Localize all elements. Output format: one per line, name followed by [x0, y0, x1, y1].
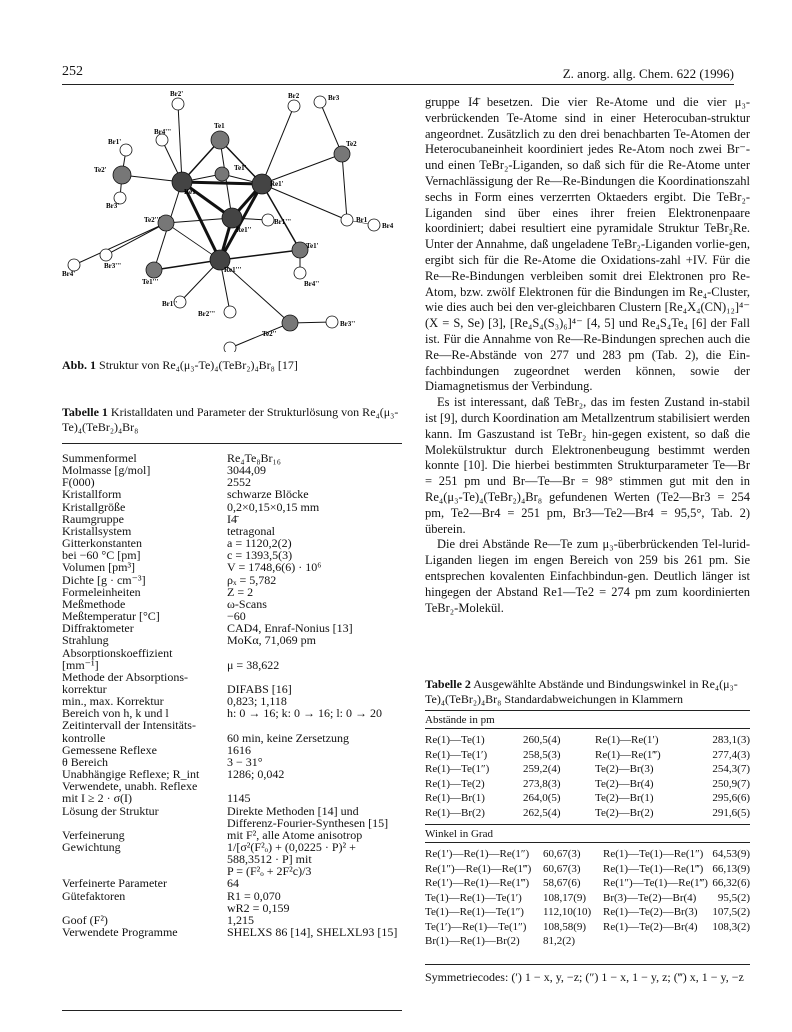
bond-line — [182, 182, 262, 184]
table2-row — [425, 748, 750, 763]
table2-cell: Re(1)—Te(1)—Re(1″) — [603, 848, 704, 860]
table2-cell: 254,3(7) — [712, 763, 750, 775]
bond-line — [220, 250, 300, 260]
table2-cell: Re(1)—Te(2)—Br(3) — [603, 906, 698, 918]
table1-row — [62, 792, 402, 804]
table2-cell: Re(1)—Te(1″) — [425, 763, 490, 775]
table1-key: F(000) — [62, 475, 95, 490]
table1-value: −60 — [227, 609, 246, 624]
table1-row — [62, 890, 402, 902]
atom-label: Br2 — [288, 92, 300, 100]
table1-key: Dichte [g · cm⁻³] — [62, 572, 146, 587]
table2-angle-header: Winkel in Grad — [425, 825, 750, 843]
table1-value: 1145 — [227, 791, 251, 806]
atom-label: Te1 — [214, 122, 225, 130]
table2-cell: 64,53(9) — [712, 848, 750, 860]
table1-key: Goof (F²) — [62, 912, 108, 927]
atom-br — [120, 144, 132, 156]
atom-re — [222, 208, 242, 228]
table2-cell: Re(1′)—Re(1)—Re(1″) — [425, 848, 530, 860]
table2-cell: 277,4(3) — [712, 748, 750, 761]
atom-label: Te2'' — [262, 330, 277, 338]
table2-row — [425, 806, 750, 821]
table1-key: Verwendete, unabh. Reflexe — [62, 779, 198, 794]
table1-value: 60 min, keine Zersetzung — [227, 730, 349, 745]
table2-cell: 81,2(2) — [543, 935, 576, 947]
figure-caption-label: Abb. 1 — [62, 358, 97, 372]
table2-row — [425, 733, 750, 748]
journal-citation: Z. anorg. allg. Chem. 622 (1996) — [562, 66, 734, 81]
table1-key: korrektur — [62, 681, 107, 696]
table1-value: ρₓ = 5,782 — [227, 572, 277, 587]
table1-key: [mm⁻¹] — [62, 657, 99, 672]
table2-row — [425, 876, 750, 891]
atom-label: Br1'' — [162, 300, 178, 308]
bond-line — [262, 106, 294, 184]
table1-value — [227, 719, 402, 731]
table1-key: Absorptionskoeffizient — [62, 645, 173, 660]
table1-value: Differenz-Fourier-Synthesen [15] — [227, 815, 389, 830]
table1-row — [62, 574, 402, 586]
atom-label: Re1'' — [236, 226, 252, 234]
atom-te — [113, 166, 131, 184]
table1-key: Kristallgröße — [62, 499, 126, 514]
atom-label: Br4'' — [304, 280, 320, 288]
table1-row — [62, 647, 402, 659]
table1-value: schwarze Blöcke — [227, 487, 309, 502]
table1-key: Diffraktometer — [62, 621, 134, 636]
atom-label: Re1 — [184, 188, 196, 196]
table2-label: Tabelle 2 — [425, 677, 471, 691]
table1-row — [62, 805, 402, 817]
table1-row — [62, 634, 402, 646]
table1-value: 3044,09 — [227, 463, 266, 478]
table2-cell: 95,5(2) — [717, 891, 750, 904]
figure-caption-text: Struktur von Re₄(μ₃-Te)₄(TeBr₂)₄Br₈ [17] — [99, 358, 298, 372]
table2-row — [425, 920, 750, 935]
table1-row — [62, 501, 402, 513]
atom-br — [262, 214, 274, 226]
atom-br — [100, 249, 112, 261]
bond-line — [320, 102, 342, 154]
table2-cell: 60,67(3) — [543, 848, 581, 860]
table1-key: Strahlung — [62, 633, 109, 648]
atom-br — [172, 98, 184, 110]
table2-cell: Re(1)—Br(1) — [425, 792, 485, 804]
table2-cell: Re(1)—Br(2) — [425, 806, 485, 819]
table1-value: wR2 = 0,159 — [227, 900, 290, 915]
table1-key: Bereich von h, k und l — [62, 706, 169, 721]
table1-key: Gitterkonstanten — [62, 536, 142, 551]
atom-te — [211, 131, 229, 149]
table1-value: 1/[σ²(F²ₒ) + (0,0225 · P)² + — [227, 840, 356, 854]
table2-body — [425, 710, 750, 949]
table1-key: Lösung der Struktur — [62, 803, 159, 818]
table2-cell: Te(2)—Br(3) — [595, 763, 654, 775]
table1-key: Verfeinerte Parameter — [62, 876, 167, 891]
table2-cell: 273,8(3) — [523, 777, 561, 790]
table2-cell: 66,32(6) — [712, 877, 750, 889]
table2-angles — [425, 847, 750, 949]
table1-value: 0,2×0,15×0,15 mm — [227, 499, 320, 514]
table1-value: 2552 — [227, 475, 251, 490]
atom-label: Br1' — [108, 138, 122, 146]
table1-key: Unabhängige Reflexe; R_int — [62, 767, 200, 782]
table1-value — [227, 780, 402, 792]
table2-cell: Re(1)—Te(2)—Br(4) — [603, 920, 698, 933]
table1-key: Gewichtung — [62, 840, 121, 854]
table2-cell: 259,2(4) — [523, 763, 561, 775]
table1-value: tetragonal — [227, 523, 275, 538]
table2-cell: 291,6(5) — [712, 806, 750, 819]
table1-caption — [62, 405, 402, 435]
table1-key: Volumen [pm³] — [62, 560, 136, 575]
table1-value: 588,3512 · P] mit — [227, 852, 312, 867]
structure-figure — [62, 90, 402, 352]
table1-value: 64 — [227, 876, 239, 891]
table1-value: MoKα, 71,069 pm — [227, 633, 316, 648]
atom-label: Br1''' — [274, 218, 292, 226]
bond-line — [178, 104, 182, 182]
table1-rule-bottom — [62, 1010, 402, 1011]
table2-cell: Re(1)—Re(1′) — [595, 734, 659, 746]
table1-value: a = 1120,2(2) — [227, 536, 292, 551]
table1-key: Gütefaktoren — [62, 888, 126, 903]
table2-cell: 258,5(3) — [523, 748, 561, 761]
paragraph-3: Die drei Abstände Re—Te zum μ₃-überbrückenden Tel-lurid-Liganden liegen im engen Bereich von 259 bis 261 pm. Sie entsprechen kovalenten Einfachbindun-gen. Deutlich länger ist hingegen der Abstand Re1—Te2 = 274 pm zum koordinierten TeBr₂-Molekül. — [425, 537, 750, 615]
table1-value: μ = 38,622 — [227, 657, 280, 672]
table2-cell: 107,5(2) — [712, 906, 750, 918]
table1-key: Meßtemperatur [°C] — [62, 609, 160, 624]
table2-cell — [703, 934, 750, 949]
atom-br — [368, 219, 380, 231]
table1-value: DIFABS [16] — [227, 681, 292, 696]
table2-row — [425, 791, 750, 806]
table2-row — [425, 862, 750, 877]
table1-label: Tabelle 1 — [62, 405, 108, 419]
bond-line — [74, 223, 166, 265]
atom-label: Te2 — [346, 140, 357, 148]
table1-value: 1616 — [227, 742, 251, 757]
table2-cell: Re(1′)—Re(1)—Re(1‴) — [425, 877, 530, 889]
table1-key: θ Bereich — [62, 754, 109, 769]
atom-label: Br4' — [62, 270, 76, 278]
table1-rule-top — [62, 443, 402, 444]
table1-key — [62, 853, 227, 865]
table2-row — [425, 777, 750, 792]
table1-key: min., max. Korrektur — [62, 694, 164, 709]
table1-key: Molmasse [g/mol] — [62, 463, 151, 478]
table1-value: 1286; 0,042 — [227, 767, 285, 782]
table1-key: Verfeinerung — [62, 827, 125, 842]
atom-label: Br3 — [328, 94, 340, 102]
table2-dist-header: Abstände in pm — [425, 710, 750, 729]
table2-cell: Te(1)—Re(1)—Te(1″) — [425, 906, 524, 918]
table1-body — [62, 452, 402, 938]
table2-cell: 112,10(10) — [543, 906, 592, 918]
atom-br — [224, 306, 236, 318]
table2-cell: 66,13(9) — [712, 862, 750, 875]
table2-cell: Re(1)—Te(2) — [425, 777, 485, 790]
table2-cell: Te(2)—Br(4) — [595, 777, 654, 790]
header-rule — [62, 84, 734, 85]
table1-key: Zeitintervall der Intensitäts- — [62, 718, 196, 733]
table1-key: Kristallform — [62, 487, 122, 502]
table2-cell: 108,58(9) — [543, 920, 587, 933]
atom-label: Br3'' — [340, 320, 356, 328]
atom-te — [146, 262, 162, 278]
table1-key: mit I ≥ 2 · σ(I) — [62, 791, 133, 806]
atom-br — [224, 342, 236, 352]
table1-row — [62, 877, 402, 889]
table1-key: Verwendete Programme — [62, 925, 178, 940]
table1-row — [62, 659, 402, 671]
table1-caption-text: Kristalldaten und Parameter der Strukturlösung von Re₄(μ₃-Te)₄(TeBr₂)₄Br₈ — [62, 405, 399, 434]
table2-cell: 60,67(3) — [543, 862, 581, 875]
table1-value: c = 1393,5(3) — [227, 548, 293, 563]
atom-label: Re1' — [270, 180, 284, 188]
table1-value: SHELXS 86 [14], SHELXL93 [15] — [227, 925, 398, 940]
table2-caption-text: Ausgewählte Abstände und Bindungswinkel in Re₄(μ₃-Te)₄(TeBr₂)₄Br₈ Standardabweichungen in Klammern — [425, 677, 738, 706]
table2-cell: Te(1)—Re(1)—Te(1′) — [425, 891, 522, 904]
table1-value: CAD4, Enraf-Nonius [13] — [227, 621, 353, 636]
table2-cell: Br(3)—Te(2)—Br(4) — [603, 891, 697, 904]
atom-te — [215, 167, 229, 181]
table1-key: Kristallsystem — [62, 523, 132, 538]
table1-key: Summenformel — [62, 451, 137, 465]
table2-cell: 295,6(6) — [712, 792, 750, 804]
table1-key: Formeleinheiten — [62, 584, 141, 599]
table1-value: P = (F²ₒ + 2F²c)/3 — [227, 864, 312, 879]
table1-key: bei −60 °C [pm] — [62, 548, 141, 563]
table2-cell: 260,5(4) — [523, 734, 561, 746]
atom-br — [288, 100, 300, 112]
table1-value: ω-Scans — [227, 596, 267, 611]
paragraph-2: Es ist interessant, daß TeBr₂, das im festen Zustand in-stabil ist [9], durch Koordination am Metallzentrum stabilisiert werden kann. Im Gaszustand ist TeBr₂ hin-gegen existent, so daß die Molekülstruktur durch Elektronenbeugung bestimmt werden konnte [10]. Die hierbei bestimmten Strukturparameter Te—Br = 251 pm und Br—Te—Br = 98° stimmen gut mit den in Re₄(μ₃-Te)₄(TeBr₂)₄Br₈ gefundenen Werten (Te2—Br3 = 254 pm, Te2—Br4 = 251 pm, Br3—Te2—Br4 = 95,5°, Tab. 2) überein. — [425, 395, 750, 536]
table1-value: mit F², alle Atome anisotrop — [227, 827, 363, 842]
atom-te — [334, 146, 350, 162]
figure-caption — [62, 358, 402, 373]
table2-cell: 108,3(2) — [712, 920, 750, 933]
bond-line — [230, 323, 290, 348]
table2-rule-bottom — [425, 964, 750, 965]
atom-label: Br3' — [106, 202, 120, 210]
page-number: 252 — [62, 64, 83, 79]
table2-caption — [425, 677, 750, 707]
table1-value: 3 − 31° — [227, 754, 263, 769]
table1-row — [62, 561, 402, 573]
table1-value: Z = 2 — [227, 584, 254, 599]
atom-br — [314, 96, 326, 108]
table1-value: 0,823; 1,118 — [227, 694, 287, 709]
table2-cell: Te(1′)—Re(1)—Te(1″) — [425, 920, 527, 933]
table2-distances — [425, 733, 750, 820]
atom-label: Br4''' — [154, 128, 172, 136]
table1-row — [62, 719, 402, 731]
table1-value: Re₄Te₈Br₁₆ — [227, 451, 281, 465]
table2-cell: Re(1)—Re(1‴) — [595, 748, 661, 761]
bond-line — [262, 184, 347, 220]
table1-row — [62, 926, 402, 938]
table2-cell: 250,9(7) — [712, 777, 750, 790]
table2-row — [425, 891, 750, 906]
atom-label: Br2''' — [198, 310, 216, 318]
table2-cell: 58,67(6) — [543, 877, 581, 889]
table1-value: V = 1748,6(6) · 10⁶ — [227, 560, 322, 575]
atom-br — [341, 214, 353, 226]
table2-cell: 108,17(9) — [543, 891, 587, 904]
bond-line — [342, 154, 347, 220]
table2-cell: 262,5(4) — [523, 806, 561, 819]
table1-key: Meßmethode — [62, 596, 126, 611]
paragraph-1: gruppe I4̄ besetzen. Die vier Re-Atome und die vier μ₃-verbrückenden Te-Atome sind in einer Heterocuban-struktur angeordnet. Zusätzlich zu den drei benachbarten Te-Atomen der Heterocubaneinheit koordiniert jedes Re-Atom noch zwei Br⁻- und einen TeBr₂-Liganden, so daß sich für die Re-Atome unter Vernachlässigung der Re—Re-Bindungen die Koordinationszahl sechs in Form eines verzerrten Oktaeders ergibt. Die TeBr₂-Liganden sind über eines ihrer freien Elektronenpaare koordiniert; dabei resultiert eine pyramidale Struktur TeBr₂Re. Unter der Annahme, daß ungeladene TeBr₂-Liganden vorlie-gen, ergibt sich für die Re-Atome die Oxidations-zahl +IV. Für die Re—Re-Bindungen verbleiben somit drei Elektronen pro Re-Atom, bzw. zwölf Elektronen für die Bindungen im Re₄-Cluster, wie dies auch bei den ver-gleichbaren Clustern [Re₄X₄(CN)₁₂]⁴⁻ (X = S, Se) [3], [Re₄S₄(S₃)₆]⁴⁻ [4, 5] und Re₄S₄Te₄ [6] der Fall ist. Für die Annahme von Re—Re-Bindungen sprechen auch die Re—Re-Abstände von 277 und 283 pm (Tab. 2), die Ein-fachbindungen zugeordnet werden können, sowie der Diamagnetismus der Verbindung. — [425, 95, 750, 394]
atom-label: Te1' — [306, 242, 319, 250]
table2-cell: Te(2)—Br(2) — [595, 806, 654, 819]
atom-br — [294, 267, 306, 279]
atom-te — [282, 315, 298, 331]
table2-cell: 283,1(3) — [712, 734, 750, 746]
table2-cell: Re(1)—Te(1) — [425, 734, 485, 746]
table1-value — [227, 647, 402, 659]
table1-key: kontrolle — [62, 730, 106, 745]
table1-value: h: 0 → 16; k: 0 → 16; l: 0 → 20 — [227, 706, 383, 721]
atom-label: Br4 — [382, 222, 394, 230]
atom-label: Te2' — [94, 166, 107, 174]
atom-label: Te1''' — [142, 278, 159, 286]
table1-row — [62, 488, 402, 500]
table2-cell: Br(1)—Re(1)—Br(2) — [425, 935, 520, 947]
atom-label: Te1' — [234, 164, 247, 172]
atom-br — [326, 316, 338, 328]
table2-row — [425, 934, 750, 949]
table2-cell: Re(1″)—Re(1)—Re(1‴) — [425, 862, 532, 875]
table1-value: Direkte Methoden [14] und — [227, 803, 359, 818]
table2-cell: Re(1)—Te(1′) — [425, 748, 488, 761]
atom-re — [252, 174, 272, 194]
atom-label: Br1 — [356, 216, 368, 224]
table1-key: Gemessene Reflexe — [62, 742, 157, 757]
atom-label: Te2''' — [144, 216, 161, 224]
table1-value: R1 = 0,070 — [227, 888, 281, 903]
table2-cell: 264,0(5) — [523, 792, 561, 804]
table1-key: Raumgruppe — [62, 511, 124, 526]
table2-cell — [603, 934, 703, 949]
table2-row — [425, 762, 750, 777]
atom-label: Br2' — [170, 90, 184, 98]
table2-row — [425, 905, 750, 920]
table1-value: 1,215 — [227, 912, 254, 927]
body-text — [425, 95, 750, 616]
table1-value: I4̄ — [227, 511, 237, 526]
symmetry-codes: Symmetriecodes: (′) 1 − x, y, −z; (″) 1 − x, 1 − y, z; (‴) x, 1 − y, −z — [425, 970, 744, 984]
table2-row — [425, 847, 750, 862]
atom-label: Br3''' — [104, 262, 122, 270]
table1-row — [62, 732, 402, 744]
atom-label: Re1''' — [224, 266, 242, 274]
bond-line — [106, 223, 166, 255]
table2-cell: Re(1)—Te(1)—Re(1‴) — [603, 862, 704, 875]
table1-key: Methode der Absorptions- — [62, 669, 188, 684]
table2-cell: Te(2)—Br(1) — [595, 792, 654, 804]
table2-cell: Re(1″)—Te(1)—Re(1‴) — [603, 877, 708, 889]
